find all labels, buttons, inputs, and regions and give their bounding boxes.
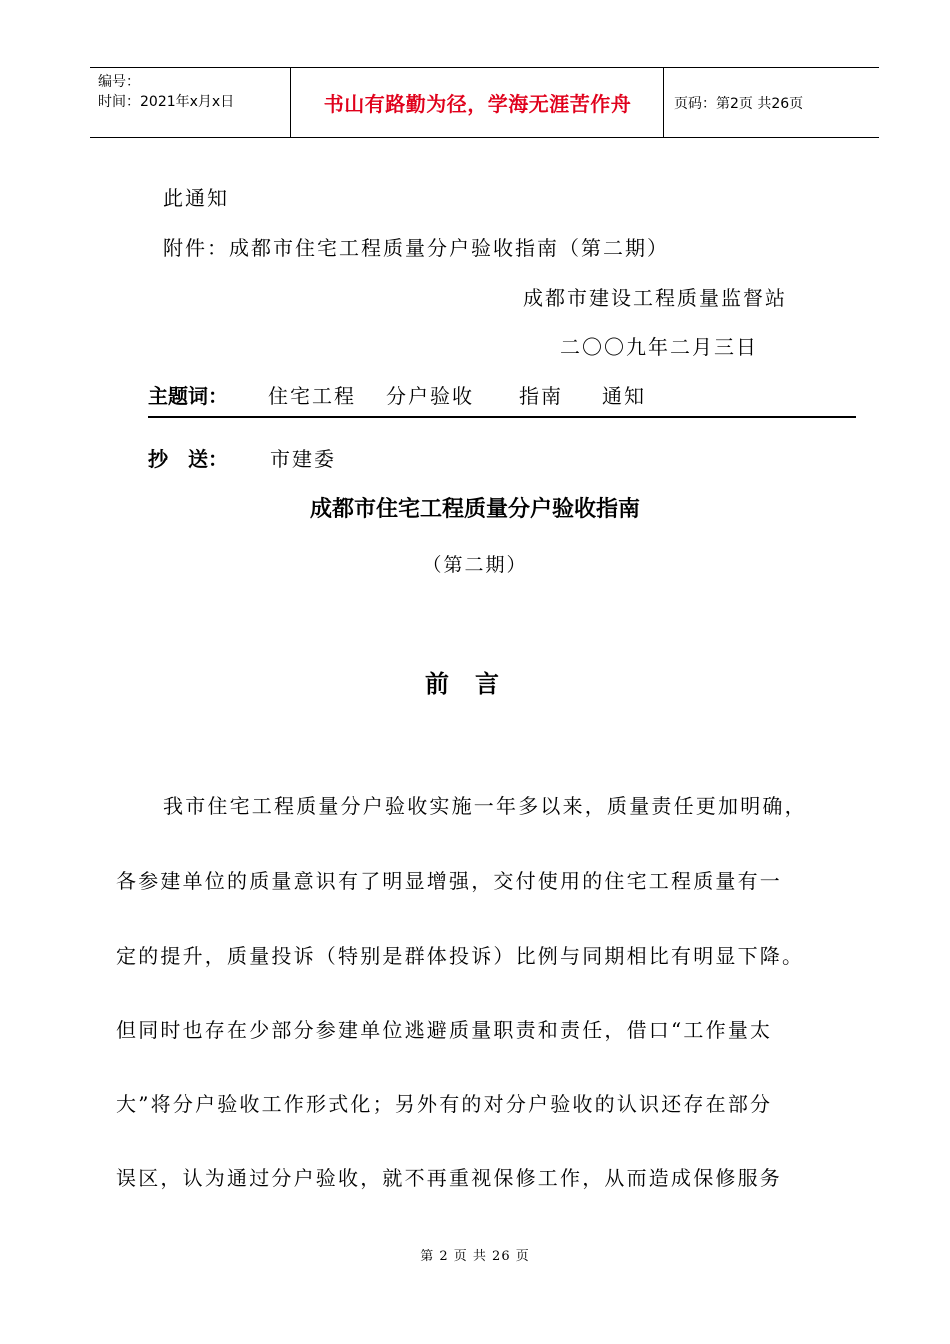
document-title: 成都市住宅工程质量分户验收指南 — [309, 497, 640, 522]
keyword-item: 住宅工程 — [268, 384, 356, 408]
notice-closing: 此通知 — [163, 186, 229, 210]
paragraph-line: 定的提升，质量投诉（特别是群体投诉）比例与同期相比有明显下降。 — [116, 944, 805, 968]
header-meta — [98, 72, 234, 112]
keyword-item: 分户验收 — [386, 384, 474, 408]
preface-heading: 前言 — [425, 670, 525, 698]
notice-date: 二〇〇九年二月三日 — [560, 335, 758, 359]
paragraph-line: 大”将分户验收工作形式化；另外有的对分户验收的认识还存在部分 — [116, 1092, 773, 1116]
keywords-rule — [148, 416, 856, 418]
notice-attachment: 附件：成都市住宅工程质量分户验收指南（第二期） — [163, 236, 669, 260]
notice-issuer: 成都市建设工程质量监督站 — [523, 286, 787, 310]
header-time: 时间：2021年x月x日 — [98, 94, 235, 110]
keyword-item: 通知 — [602, 384, 646, 408]
cc-label: 抄 送： — [148, 447, 228, 471]
paragraph-line: 各参建单位的质量意识有了明显增强，交付使用的住宅工程质量有一 — [116, 869, 782, 893]
document-subtitle: （第二期） — [422, 554, 528, 576]
header-page-info: 页码：第2页 共26页 — [674, 95, 804, 112]
cc-value: 市建委 — [270, 447, 336, 471]
keywords-label: 主题词： — [148, 384, 228, 408]
page-header — [90, 67, 879, 138]
paragraph-line: 但同时也存在少部分参建单位逃避质量职责和责任，借口“工作量太 — [116, 1018, 773, 1042]
keyword-item: 指南 — [519, 384, 563, 408]
header-number: 编号： — [98, 74, 140, 90]
header-motto: 书山有路勤为径，学海无涯苦作舟 — [323, 92, 632, 116]
page-footer: 第 2 页 共 26 页 — [420, 1249, 530, 1264]
paragraph-line: 我市住宅工程质量分户验收实施一年多以来，质量责任更加明确， — [163, 794, 807, 818]
paragraph-line: 误区，认为通过分户验收，就不再重视保修工作，从而造成保修服务 — [116, 1166, 782, 1190]
